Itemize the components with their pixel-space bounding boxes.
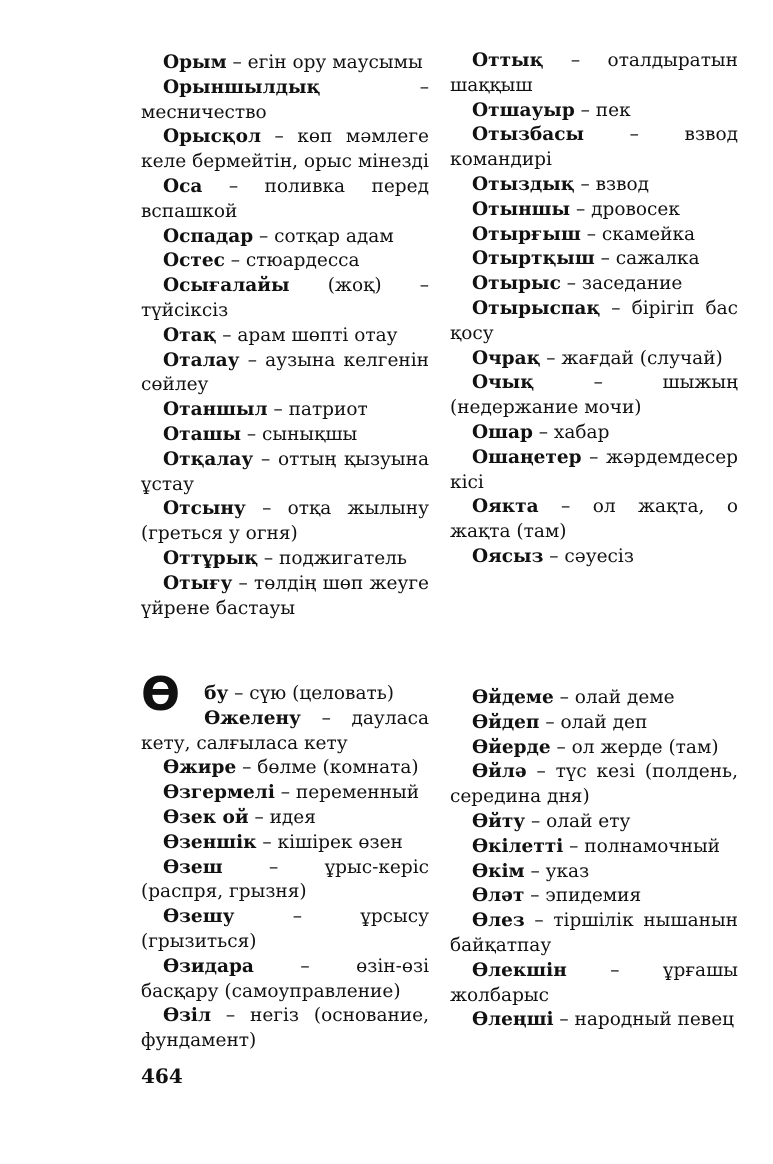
entry-olengshi: [450, 1008, 738, 1033]
headword: Оякта: [472, 496, 539, 518]
column-1: [141, 51, 429, 621]
headword: Оса: [163, 175, 203, 197]
headword: Отақ: [163, 324, 217, 346]
definition: – ұрсысу (грызиться): [141, 906, 429, 952]
definition: – арам шөпті отау: [216, 324, 398, 346]
definition: – түс кезі (полдень, середина дня): [450, 761, 738, 808]
page-number: 464: [141, 1064, 183, 1088]
definition: – көп мәмлеге келе бермейтін, орыс мінезді: [141, 126, 429, 173]
entry-osygalaiy: [141, 274, 429, 324]
headword: Өзешу: [163, 906, 235, 928]
definition: – аузына келгенін сөйлеу: [141, 349, 429, 396]
definition: – ол жерде (там): [550, 736, 719, 758]
definition: – дровосек: [570, 198, 680, 220]
definition: – патриот: [267, 399, 368, 421]
entry-otynshy: [450, 198, 738, 223]
definition: – олай ету: [525, 810, 631, 832]
headword: Өйлә: [472, 761, 527, 783]
definition: – тіршілік нышанын байқатпау: [450, 910, 738, 956]
definition: – өзін-өзі басқару (самоуправление): [141, 955, 429, 1002]
headword: Отсыну: [163, 498, 246, 520]
headword: Оясыз: [472, 545, 544, 567]
entry-otalau: [141, 349, 429, 399]
entry-orym: [141, 51, 429, 76]
section-dropcap-letter: Ө: [141, 667, 181, 721]
entry-oierde: [450, 736, 738, 761]
entry-ozesh: [141, 856, 429, 906]
headword: Өкім: [472, 860, 525, 882]
definition: – поливка перед вспашкой: [141, 175, 429, 222]
entry-oidep: [450, 711, 738, 736]
entry-otyrys: [450, 272, 738, 297]
entry-ochraq: [450, 347, 738, 372]
headword: Оталау: [163, 349, 240, 371]
definition: – шыжың (недержание мочи): [450, 372, 738, 419]
definition: – олай деп: [539, 711, 648, 733]
entry-ozhelenu: [141, 707, 429, 757]
headword: Остес: [163, 250, 225, 272]
definition: – бөлме (комната): [236, 757, 419, 779]
entry-olekshin: [450, 959, 738, 1009]
headword: Өжелену: [204, 707, 301, 729]
definition: – жағдай (случай): [540, 347, 723, 369]
headword: Өзидара: [163, 955, 254, 977]
definition: – эпидемия: [524, 885, 642, 907]
headword: Өлез: [472, 910, 525, 932]
headword: Оттық: [472, 50, 544, 71]
entry-otyryspaq: [450, 297, 738, 347]
entry-ozgermeli: [141, 781, 429, 806]
headword: Өжире: [163, 757, 237, 779]
definition: – олай деме: [553, 687, 675, 708]
entry-ozek-oi: [141, 806, 429, 831]
entry-oitu: [450, 810, 738, 835]
entry-ozenshik: [141, 831, 429, 856]
entry-otyrgysh: [450, 223, 738, 248]
entry-otyrtqysh: [450, 247, 738, 272]
definition: – скамейка: [580, 223, 696, 245]
definition: – народный певец: [553, 1009, 735, 1031]
headword: Өләт: [472, 885, 525, 907]
headword: Орым: [163, 52, 227, 73]
entry-ostes: [141, 249, 429, 274]
entry-otsynu: [141, 497, 429, 547]
entry-otshauyr: [450, 99, 738, 124]
headword: Отырыс: [472, 273, 561, 295]
definition: – сүю (целовать): [228, 683, 395, 704]
definition: – сынықшы: [241, 423, 358, 445]
entry-ozil: [141, 1004, 429, 1054]
definition: – стюардесса: [224, 250, 360, 272]
headword: Өлекшін: [472, 959, 567, 981]
headword: Оттұрық: [163, 547, 259, 569]
column-4: [450, 686, 738, 1033]
definition: – егін ору маусымы: [226, 52, 423, 73]
headword: Өзгермелі: [163, 782, 275, 804]
definition: – негіз (основание, фундамент): [141, 1005, 429, 1052]
headword: Орысқол: [163, 126, 262, 148]
headword: Өзеншік: [163, 831, 257, 853]
column-3: [141, 667, 429, 1054]
headword: Орыншылдық: [163, 76, 321, 98]
headword: Өзеш: [163, 856, 223, 878]
headword: Отқалау: [163, 448, 254, 470]
entry-otqalau: [141, 448, 429, 498]
entry-ospadar: [141, 225, 429, 250]
headword: Өзек ой: [163, 806, 249, 828]
definition: – месничество: [141, 76, 429, 123]
entry-otashy: [141, 423, 429, 448]
headword: Өйдеме: [472, 687, 554, 708]
entry-ozeshu: [141, 905, 429, 955]
entry-oila: [450, 760, 738, 810]
definition: – пек: [574, 99, 631, 121]
entry-ozidara: [141, 955, 429, 1005]
headword: Отығу: [163, 572, 233, 594]
definition: – ұрыс-керіс (распря, грызня): [141, 856, 429, 903]
definition: – сәуесіз: [543, 545, 634, 567]
definition: – жәрдемдесер кісі: [450, 446, 738, 493]
definition: (жоқ) – түйсіксіз: [141, 275, 429, 321]
entry-okiletti: [450, 835, 738, 860]
definition: – полнамочный: [563, 835, 721, 857]
definition: – поджигатель: [258, 547, 407, 569]
headword: Отаншыл: [163, 399, 268, 421]
entry-oshanheter: [450, 446, 738, 496]
entry-otaq: [141, 324, 429, 349]
entry-otyzdyq: [450, 173, 738, 198]
definition: – отқа жылыну (греться у огня): [141, 498, 429, 545]
definition: – взвод командирі: [450, 124, 738, 171]
entry-olat: [450, 884, 738, 909]
entry-orynshyldyq: [141, 76, 429, 126]
headword: Өлеңші: [472, 1009, 554, 1031]
entry-orysqol: [141, 125, 429, 175]
entry-otygu: [141, 572, 429, 622]
definition: – взвод: [574, 173, 650, 195]
definition: – сажалка: [594, 248, 700, 270]
entry-otyzbasy: [450, 123, 738, 173]
entry-ottyq: [450, 49, 738, 99]
headword: Ошаңетер: [472, 446, 582, 468]
headword: Отызбасы: [472, 124, 585, 146]
headword: Оспадар: [163, 225, 254, 247]
definition: – переменный: [274, 782, 420, 804]
headword: Өйерде: [472, 736, 551, 758]
headword: Ошар: [472, 421, 533, 443]
headword: Отыртқыш: [472, 248, 595, 270]
definition: – сотқар адам: [253, 225, 394, 247]
entry-oshar: [450, 421, 738, 446]
entry-olez: [450, 909, 738, 959]
definition: – заседание: [560, 273, 683, 295]
definition: – оталдыратын шаққыш: [450, 50, 738, 96]
headword: Очрақ: [472, 347, 541, 369]
headword: Отырыспақ: [472, 297, 601, 319]
definition: – идея: [248, 806, 316, 828]
headword: Өйту: [472, 810, 526, 832]
headword: Өкілетті: [472, 835, 564, 857]
definition: – төлдің шөп жеуге үйрене бастауы: [141, 572, 429, 619]
headword: Оташы: [163, 423, 241, 445]
entry-otanshyl: [141, 398, 429, 423]
entry-osa: [141, 175, 429, 225]
definition: – кішірек өзен: [256, 831, 403, 853]
definition: – ол жақта, о жақта (там): [450, 496, 738, 543]
entry-oyasyz: [450, 545, 738, 570]
headword: Отыншы: [472, 198, 571, 220]
headword: Отшауыр: [472, 99, 575, 121]
headword: Осығалайы: [163, 275, 290, 297]
entry-ozhire: [141, 756, 429, 781]
headword: Отырғыш: [472, 223, 581, 245]
entry-oideme: [450, 686, 738, 711]
definition: – бірігіп бас қосу: [450, 297, 738, 344]
headword: Өйдеп: [472, 711, 540, 733]
entry-ochyq: [450, 371, 738, 421]
column-2: [450, 49, 738, 570]
entry-otturyq: [141, 547, 429, 572]
headword: Очық: [472, 372, 534, 394]
entry-okim: [450, 860, 738, 885]
definition: – указ: [524, 860, 590, 882]
headword: Өзіл: [163, 1005, 211, 1027]
entry-oyakta: [450, 495, 738, 545]
definition: – ұрғашы жолбарыс: [450, 959, 738, 1006]
headword: бу: [204, 683, 229, 704]
headword: Отыздық: [472, 173, 575, 195]
definition: – оттың қызуына ұстау: [141, 448, 429, 495]
definition: – дауласа кету, салғыласа кету: [141, 707, 429, 754]
definition: – хабар: [532, 421, 610, 443]
